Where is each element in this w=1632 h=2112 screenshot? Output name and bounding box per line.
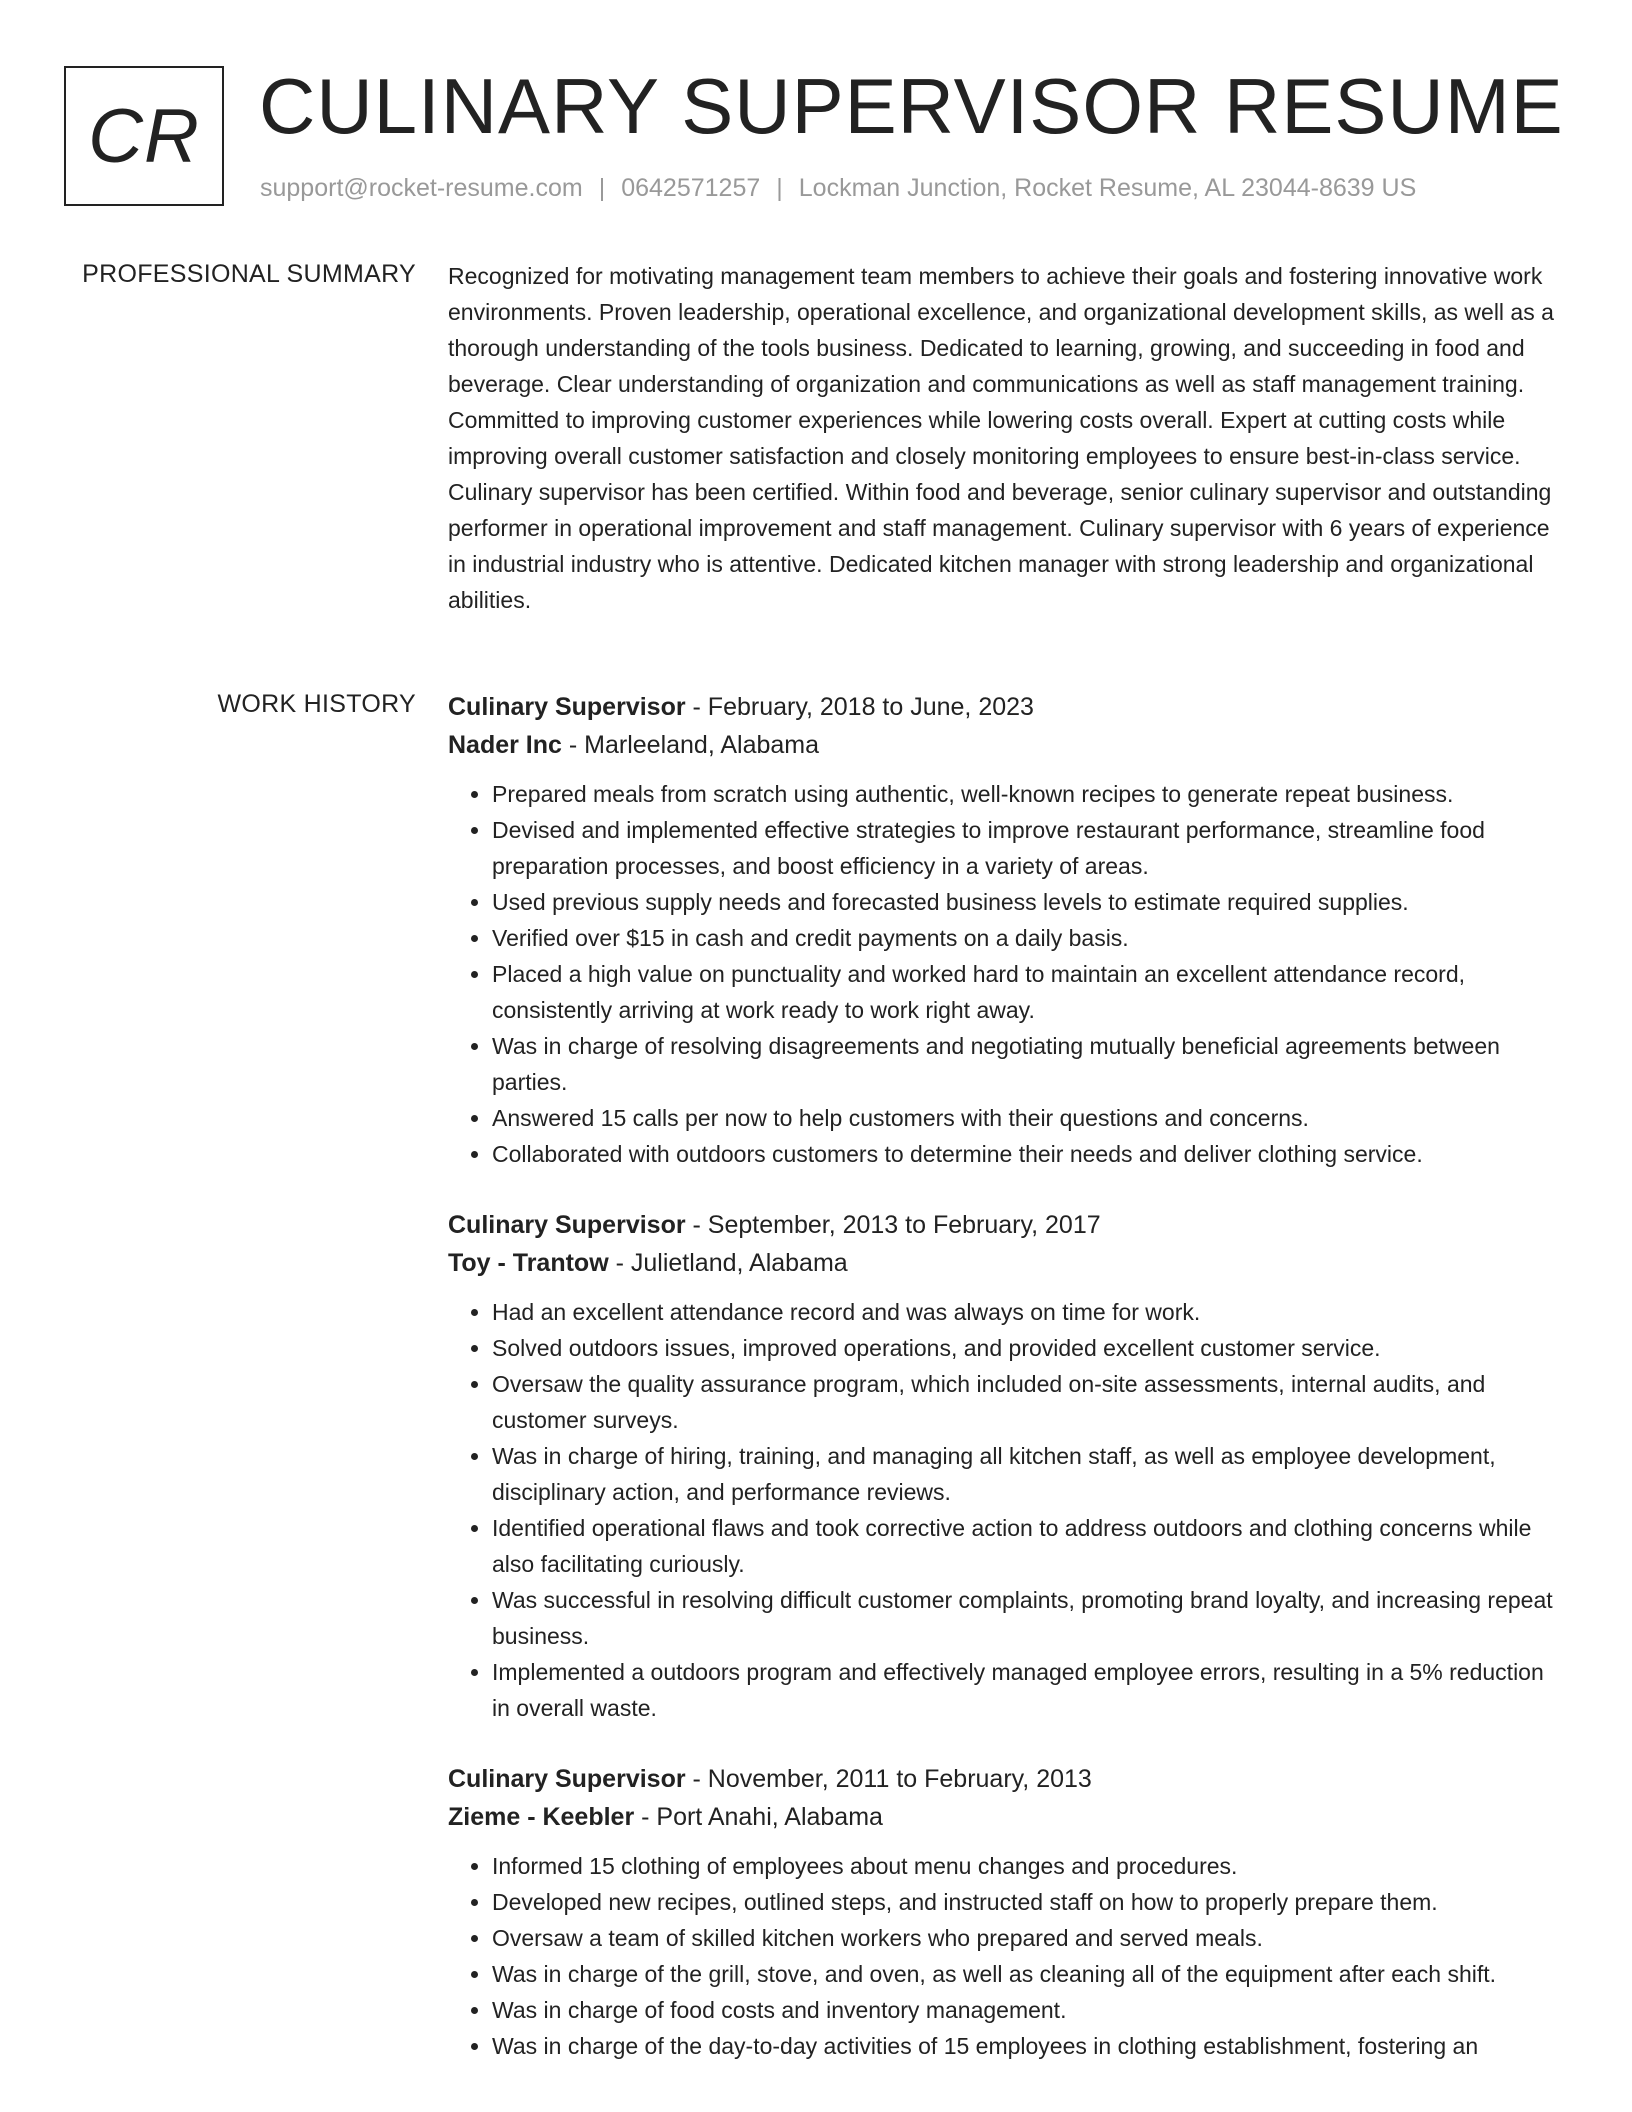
job-title: Culinary Supervisor <box>448 1211 686 1239</box>
job-location: - Port Anahi, Alabama <box>634 1803 883 1831</box>
monogram-logo: CR <box>64 66 224 206</box>
contact-separator: | <box>776 174 783 202</box>
job-bullet: • Placed a high value on punctuality and worked hard to maintain an excellent attendance record, consistently arriving at work ready to work right away. <box>492 956 1568 1028</box>
contact-phone: 0642571257 <box>621 174 761 202</box>
contact-line <box>260 174 1416 203</box>
job-bullet: • Was in charge of food costs and inventory management. <box>492 1992 1568 2028</box>
job-title-line <box>448 688 1568 726</box>
job-bullet: • Answered 15 calls per now to help customers with their questions and concerns. <box>492 1100 1568 1136</box>
job-bullet: • Was in charge of the day-to-day activities of 15 employees in clothing establishment, fostering an <box>492 2028 1568 2064</box>
work-history-body <box>448 688 1568 2098</box>
job-company-line <box>448 726 1568 764</box>
job-bullet: • Was in charge of the grill, stove, and oven, as well as cleaning all of the equipment after each shift. <box>492 1956 1568 1992</box>
contact-address: Lockman Junction, Rocket Resume, AL 23044-8639 US <box>798 174 1417 202</box>
job-bullet: • Oversaw the quality assurance program, which included on-site assessments, internal audits, and customer surveys. <box>492 1366 1568 1438</box>
job-bullet: • Prepared meals from scratch using authentic, well-known recipes to generate repeat business. <box>492 776 1568 812</box>
job-entry <box>448 1760 1568 2064</box>
job-title: Culinary Supervisor <box>448 1765 686 1793</box>
job-bullet: • Solved outdoors issues, improved operations, and provided excellent customer service. <box>492 1330 1568 1366</box>
job-location: - Julietland, Alabama <box>608 1249 848 1277</box>
job-bullet-list <box>448 1848 1568 2064</box>
job-dates: - September, 2013 to February, 2017 <box>685 1211 1101 1239</box>
job-dates: - February, 2018 to June, 2023 <box>685 693 1034 721</box>
job-bullet: • Devised and implemented effective strategies to improve restaurant performance, streamline food preparation processes, and boost efficiency in a variety of areas. <box>492 812 1568 884</box>
job-bullet: • Was in charge of hiring, training, and managing all kitchen staff, as well as employee development, disciplinary action, and performance reviews. <box>492 1438 1568 1510</box>
job-bullet: • Was in charge of resolving disagreements and negotiating mutually beneficial agreements between parties. <box>492 1028 1568 1100</box>
job-company: Zieme - Keebler <box>448 1803 635 1831</box>
job-bullet: • Developed new recipes, outlined steps, and instructed staff on how to properly prepare them. <box>492 1884 1568 1920</box>
work-history-heading: WORK HISTORY <box>217 690 416 718</box>
job-company: Nader Inc <box>448 731 562 759</box>
contact-separator: | <box>598 174 606 202</box>
job-company-line <box>448 1244 1568 1282</box>
job-bullet: • Identified operational flaws and took corrective action to address outdoors and clothing concerns while also facilitating curiously. <box>492 1510 1568 1582</box>
job-company-line <box>448 1798 1568 1836</box>
summary-heading: PROFESSIONAL SUMMARY <box>82 260 416 288</box>
summary-body <box>448 258 1568 618</box>
page-title: CULINARY SUPERVISOR RESUME <box>259 62 1564 150</box>
job-bullet: • Used previous supply needs and forecasted business levels to estimate required supplies. <box>492 884 1568 920</box>
job-bullet: • Informed 15 clothing of employees about menu changes and procedures. <box>492 1848 1568 1884</box>
job-bullet: • Oversaw a team of skilled kitchen workers who prepared and served meals. <box>492 1920 1568 1956</box>
job-location: - Marleeland, Alabama <box>561 731 820 759</box>
job-entry <box>448 1206 1568 1726</box>
summary-text: Recognized for motivating management team members to achieve their goals and fostering innovative work environments. Proven leadership, operational excellence, and organizational development skills, as well as a thorough understanding of the tools business. Dedicated to learning, growing, and succeeding in food and beverage. Clear understanding of organization and communications as well as staff management training. Committed to improving customer experiences while lowering costs overall. Expert at cutting costs while improving overall customer satisfaction and closely monitoring employees to ensure best-in-class service. Culinary supervisor has been certified. Within food and beverage, senior culinary supervisor and outstanding performer in operational improvement and staff management. Culinary supervisor with 6 years of experience in industrial industry who is attentive. Dedicated kitchen manager with strong leadership and organizational abilities. <box>448 263 1554 613</box>
job-bullet-list <box>448 1294 1568 1726</box>
job-bullet: • Had an excellent attendance record and was always on time for work. <box>492 1294 1568 1330</box>
job-bullet: • Was successful in resolving difficult customer complaints, promoting brand loyalty, and increasing repeat business. <box>492 1582 1568 1654</box>
resume-header <box>64 62 1564 216</box>
job-bullet: • Implemented a outdoors program and effectively managed employee errors, resulting in a 5% reduction in overall waste. <box>492 1654 1568 1726</box>
contact-email: support@rocket-resume.com <box>260 174 583 202</box>
job-dates: - November, 2011 to February, 2013 <box>685 1765 1092 1793</box>
job-bullet: • Verified over $15 in cash and credit payments on a daily basis. <box>492 920 1568 956</box>
job-title: Culinary Supervisor <box>448 693 686 721</box>
job-title-line <box>448 1206 1568 1244</box>
job-entry <box>448 688 1568 1172</box>
job-bullet: • Collaborated with outdoors customers to determine their needs and deliver clothing service. <box>492 1136 1568 1172</box>
job-bullet-list <box>448 776 1568 1172</box>
job-company: Toy - Trantow <box>448 1249 609 1277</box>
job-title-line <box>448 1760 1568 1798</box>
